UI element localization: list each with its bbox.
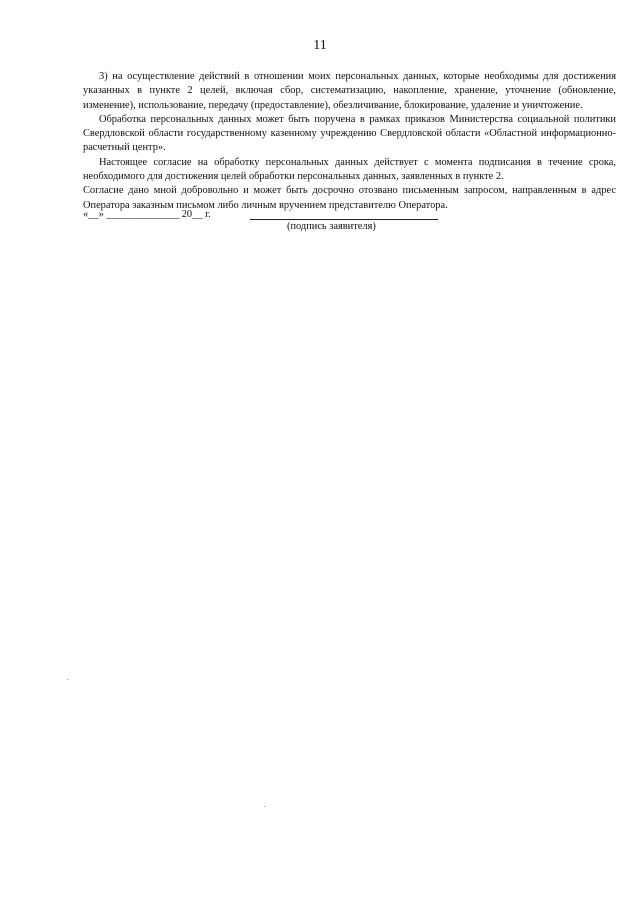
date-field: «__» ______________ 20__ г.	[83, 209, 211, 220]
paragraph-actions: 3) на осуществление действий в отношении моих персональных данных, которые необходимы для достижения указанных в пункте 2 целей, включая сбор, систематизацию, накопление, хранение, уточнение (обновление, изменение), использование, передачу (предоставление), обезличивание, блокирование, удаление и уничтожение.	[83, 71, 616, 111]
paragraph-consent-revocation: Согласие дано мной добровольно и может быть досрочно отозвано письменным запросом, направленным в адрес Оператора заказным письмом либо личным вручением представителю Оператора.	[83, 185, 616, 211]
consent-text	[83, 70, 616, 213]
paragraph-consent-validity: Настоящее согласие на обработку персональных данных действует с момента подписания в течение срока, необходимого для достижения целей обработки персональных данных, заявленных в пункте 2.	[83, 156, 616, 183]
page-number: 11	[313, 38, 327, 53]
scan-speck	[67, 679, 68, 680]
signature-caption: (подпись заявителя)	[287, 221, 376, 232]
paragraph-processing-assignment: Обработка персональных данных может быть поручена в рамках приказов Министерства социальной политики Свердловской области государственному казенному учреждению Свердловской области «Областной информационно-расчетный центр».	[83, 113, 616, 154]
scan-speck	[264, 806, 265, 807]
